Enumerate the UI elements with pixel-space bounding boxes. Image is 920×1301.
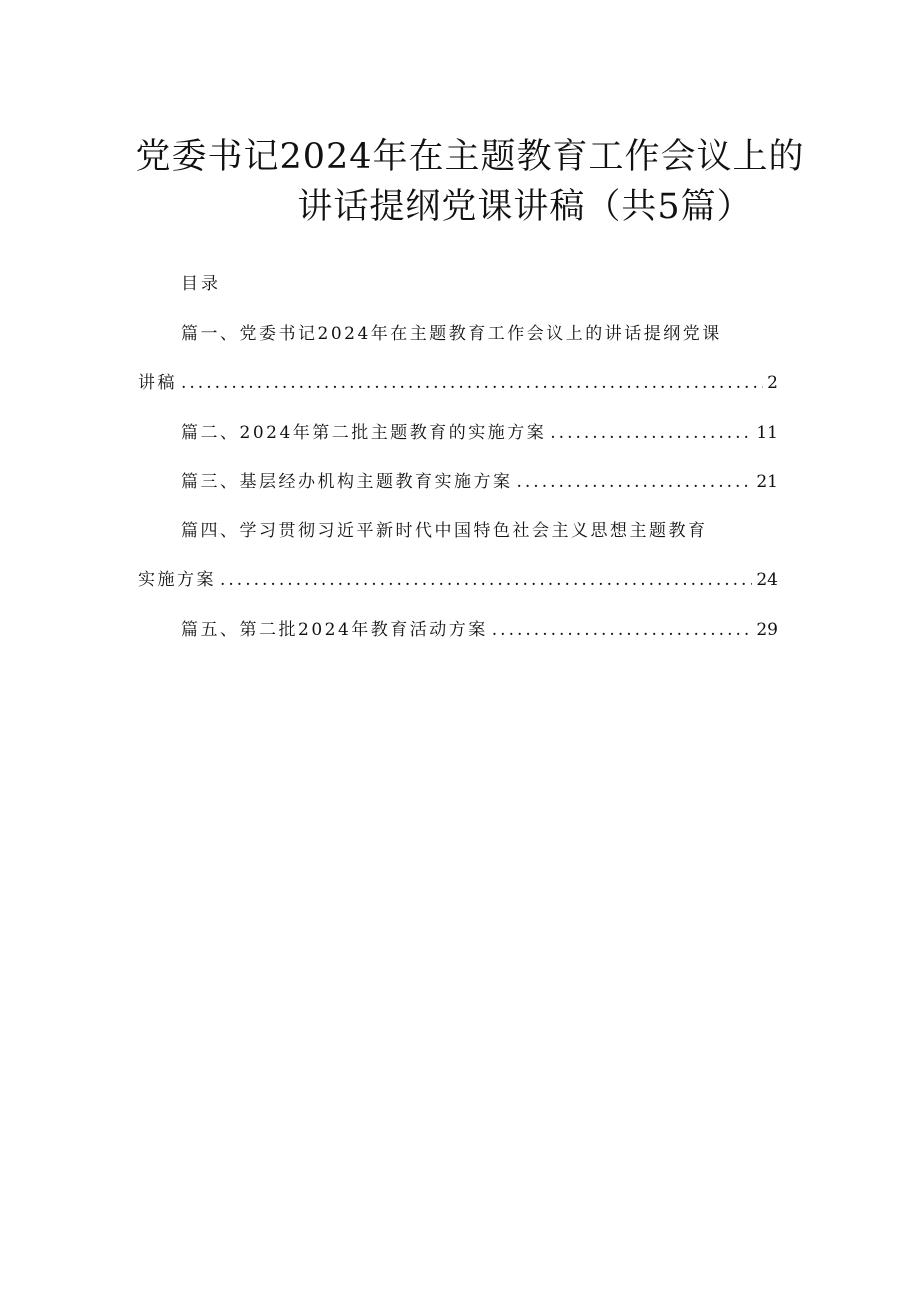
toc-leader-dots (550, 421, 752, 445)
toc-entry-3[interactable] (181, 470, 778, 494)
toc-entry-4[interactable] (138, 568, 778, 592)
title-line-2: 讲话提纲党课讲稿（共5篇） (297, 187, 753, 227)
document-title (130, 132, 810, 232)
toc-entry-2[interactable] (181, 421, 778, 445)
toc-entry-label: 实施方案 (138, 570, 216, 590)
toc-page-number: 21 (756, 472, 778, 492)
toc-entry-label: 篇五、第二批2024年教育活动方案 (181, 620, 488, 640)
toc-entry-label: 篇三、基层经办机构主题教育实施方案 (181, 472, 513, 492)
toc-leader-dots (220, 568, 752, 592)
toc-entry-1-line1: 篇一、党委书记2024年在主题教育工作会议上的讲话提纲党课 (181, 324, 722, 344)
toc-entry-4-line1: 篇四、学习贯彻习近平新时代中国特色社会主义思想主题教育 (181, 521, 708, 541)
title-line-1: 党委书记2024年在主题教育工作会议上的 (135, 137, 805, 177)
toc-heading: 目录 (181, 274, 221, 294)
toc-entry-label: 篇二、2024年第二批主题教育的实施方案 (181, 423, 547, 443)
toc-leader-dots (181, 371, 763, 395)
toc-page-number: 29 (756, 620, 778, 640)
toc-page-number: 2 (767, 373, 778, 393)
toc-leader-dots (517, 470, 753, 494)
toc-page-number: 24 (756, 570, 778, 590)
toc-entry-label: 讲稿 (138, 373, 177, 393)
toc-entry-5[interactable] (181, 618, 778, 642)
toc-entry-1[interactable] (138, 371, 778, 395)
toc-leader-dots (492, 618, 753, 642)
toc-page-number: 11 (756, 423, 778, 443)
